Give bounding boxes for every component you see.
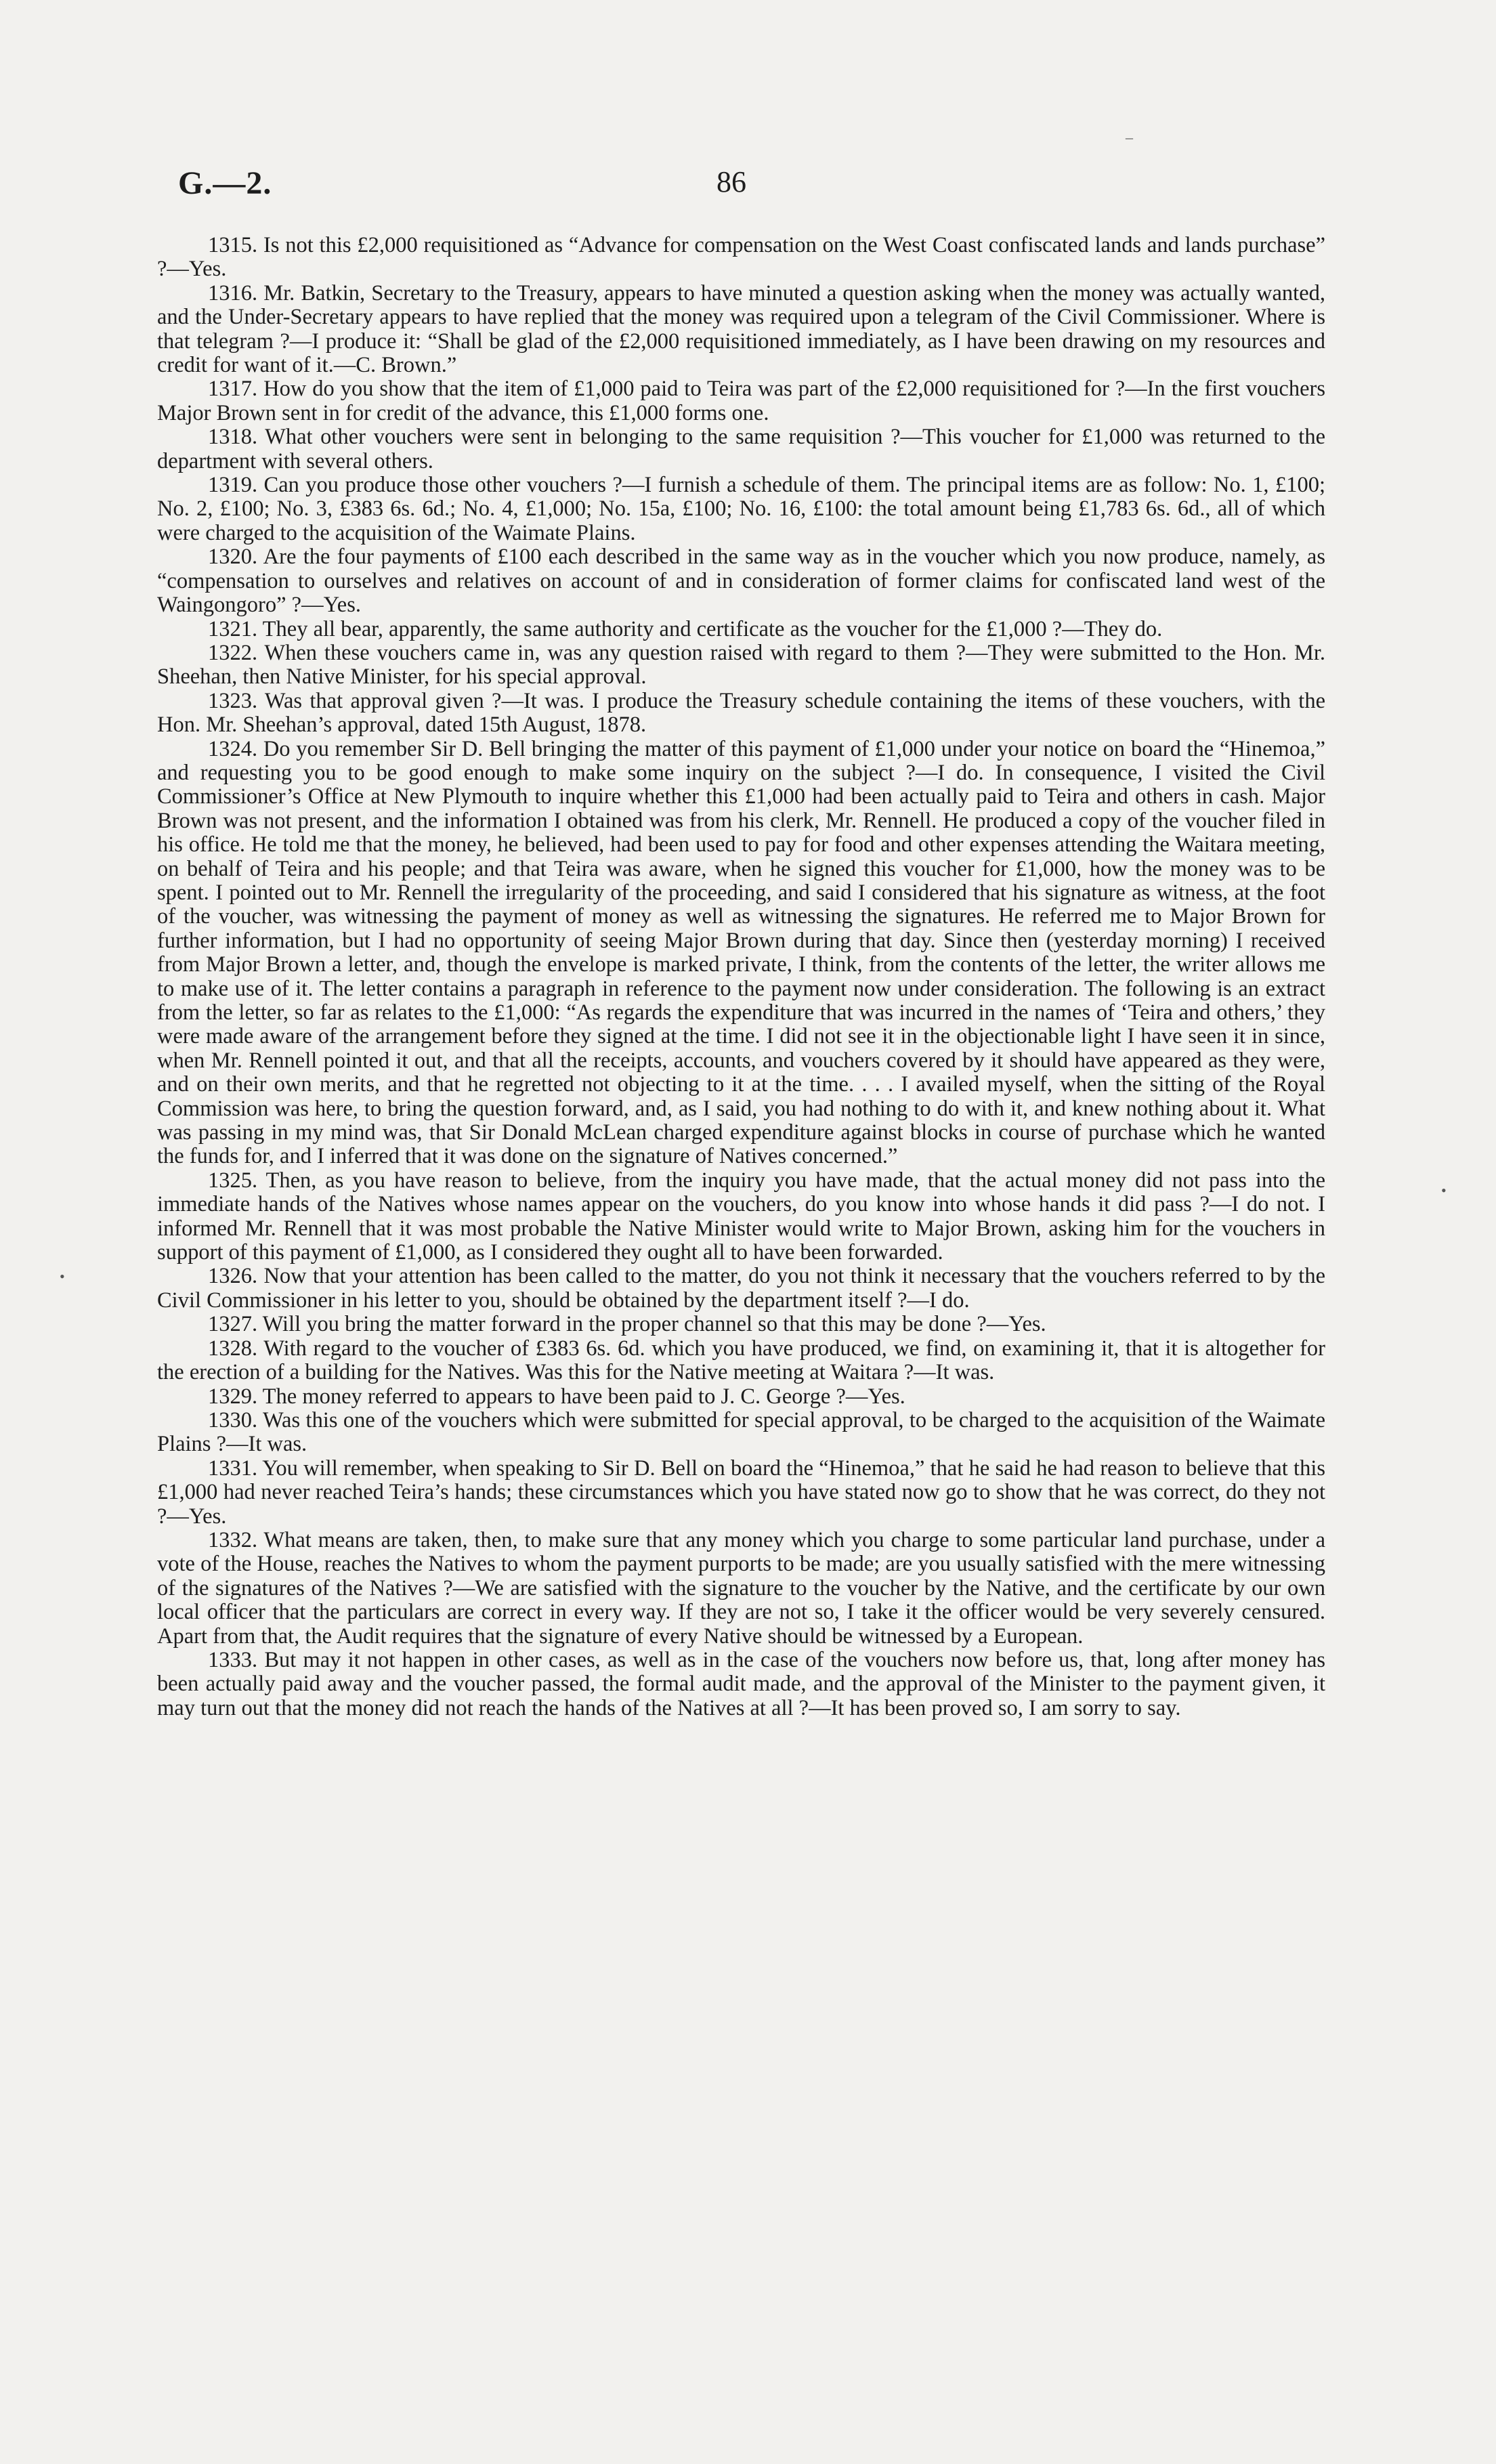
paragraph-number: 1322. <box>208 640 258 665</box>
paragraph-number: 1330. <box>208 1407 258 1432</box>
paragraph-1317 <box>157 377 1325 425</box>
page-number: 86 <box>717 165 746 198</box>
paragraph-text: Was this one of the vouchers which were submitted for special approval, to be charged to the acquisition of the Waimate Plains ?—It was. <box>157 1407 1325 1457</box>
paragraph-1331 <box>157 1457 1325 1529</box>
paragraph-1316 <box>157 282 1325 378</box>
paragraph-1323 <box>157 689 1325 738</box>
paragraph-number: 1320. <box>208 545 258 570</box>
scan-artifact-mark: • <box>1441 1182 1447 1199</box>
paragraph-text: Then, as you have reason to believe, from the inquiry you have made, that the actual money did not pass into the immediate hands of the Natives whose names appear on the vouchers, do you know into whose hands it did pass ?—I do not. I informed Mr. Rennell that it was most probable the Native Minister would write to Major Brown, asking him for the vouchers in support of this payment of £1,000, as I considered they ought all to have been forwarded. <box>157 1168 1325 1265</box>
paragraph-number: 1332. <box>208 1527 258 1552</box>
paragraph-number: 1326. <box>208 1264 258 1289</box>
paragraph-1322 <box>157 641 1325 689</box>
testimony-body <box>157 234 1325 1720</box>
paragraph-text: The money referred to appears to have been paid to J. C. George ?—Yes. <box>262 1384 905 1409</box>
paragraph-number: 1329. <box>208 1384 258 1409</box>
paragraph-1329 <box>157 1385 1325 1409</box>
paragraph-number: 1331. <box>208 1456 258 1481</box>
paragraph-number: 1318. <box>208 425 258 450</box>
paragraph-1325 <box>157 1169 1325 1265</box>
paragraph-text: When these vouchers came in, was any question raised with regard to them ?—They were submitted to the Hon. Mr. Sheehan, then Native Minister, for his special approval. <box>157 640 1325 689</box>
paragraph-1321 <box>157 618 1325 641</box>
paragraph-1315 <box>157 234 1325 282</box>
paragraph-text: With regard to the voucher of £383 6s. 6d. which you have produced, we find, on examining it, that it is altogether for the erection of a building for the Natives. Was this for the Native meeting at Waitara ?—It was. <box>157 1336 1325 1385</box>
paragraph-text: Was that approval given ?—It was. I produce the Treasury schedule containing the items of these vouchers, with the Hon. Mr. Sheehan’s approval, dated 15th August, 1878. <box>157 688 1325 738</box>
paragraph-text: Now that your attention has been called to the matter, do you not think it necessary that the vouchers referred to by the Civil Commissioner in his letter to you, should be obtained by the department itself ?—I do. <box>157 1264 1325 1313</box>
paragraph-1328 <box>157 1337 1325 1385</box>
paragraph-text: What means are taken, then, to make sure that any money which you charge to some particular land purchase, under a vote of the House, reaches the Natives to whom the payment purports to be made; are you usually satisfied with the mere witnessing of the signatures of the Natives ?—We are satisfied with the signature to the voucher by the Native, and the certificate by our own local officer that the particulars are correct in every way. If they are not so, I take it the officer would be very severely censured. Apart from that, the Audit requires that the signature of every Native should be witnessed by a European. <box>157 1527 1325 1649</box>
paragraph-1319 <box>157 473 1325 545</box>
paragraph-1330 <box>157 1409 1325 1457</box>
paragraph-text: Will you bring the matter forward in the proper channel so that this may be done ?—Yes. <box>262 1312 1046 1337</box>
paragraph-text: But may it not happen in other cases, as well as in the case of the vouchers now before us, that, long after money has been actually paid away and the voucher passed, the formal audit made, and the approval of the Minister to the payment given, it may turn out that the money did not reach the hands of the Natives at all ?—It has been proved so, I am sorry to say. <box>157 1647 1326 1720</box>
paragraph-number: 1333. <box>208 1647 258 1672</box>
paragraph-text: What other vouchers were sent in belonging to the same requisition ?—This voucher for £1,000 was returned to the department with several others. <box>157 425 1325 473</box>
paragraph-text: Do you remember Sir D. Bell bringing the matter of this payment of £1,000 under your notice on board the “Hinemoa,” and requesting you to be good enough to make some inquiry on the subject ?—I do. In consequence, I visited the Civil Commissioner’s Office at New Plymouth to inquire whether this £1,000 had been actually paid to Teira and others in cash. Major Brown was not present, and the information I obtained was from his clerk, Mr. Rennell. He produced a copy of the voucher filed in his office. He told me that the money, he believed, had been used to pay for food and other expenses attending the Waitara meeting, on behalf of Teira and his people; and that Teira was aware, when he signed this voucher for £1,000, how the money was to be spent. I pointed out to Mr. Rennell the irregularity of the proceeding, and said I considered that his signature as witness, at the foot of the voucher, was witnessing the payment of money as well as witnessing the signatures. He referred me to Major Brown for further information, but I had no opportunity of seeing Major Brown during that day. Since then (yesterday morning) I received from Major Brown a letter, and, though the envelope is marked private, I think, from the contents of the letter, the writer allows me to make use of it. The letter contains a paragraph in reference to the payment now under consideration. The following is an extract from the letter, so far as relates to the £1,000: “As regards the expenditure that was incurred in the names of ‘Teira and others,’ they were made aware of the arrangement before they signed at the time. I did not see it in the objectionable light I have seen it in since, when Mr. Rennell pointed it out, and that all the receipts, accounts, and vouchers covered by it should have appeared as they were, and on their own merits, and that he regretted not objecting to it at the time. . . . I availed myself, when the sitting of the Royal Commission was here, to bring the question forward, and, as I said, you had nothing to do with it, and knew nothing about it. What was passing in my mind was, that Sir Donald McLean charged expenditure against blocks in course of purchase which he wanted the funds for, and I inferred that it was done on the signature of Natives concerned.” <box>157 736 1326 1169</box>
paragraph-text: Mr. Batkin, Secretary to the Treasury, appears to have minuted a question asking when the money was actually wanted, and the Under-Secretary appears to have replied that the money was required upon a telegram of the Civil Commissioner. Where is that telegram ?—I produce it: “Shall be glad of the £2,000 requisitioned immediately, as I have been drawing on my resources and credit for want of it.—C. Brown.” <box>157 280 1326 378</box>
paragraph-1320 <box>157 545 1325 617</box>
paragraph-number: 1319. <box>208 473 258 498</box>
paragraph-1327 <box>157 1313 1325 1336</box>
paragraph-number: 1328. <box>208 1336 258 1361</box>
scan-artifact-mark: • <box>60 1268 65 1285</box>
paragraph-1324 <box>157 738 1325 1169</box>
paragraph-number: 1315. <box>208 233 258 257</box>
paragraph-number: 1321. <box>208 616 258 641</box>
paragraph-text: Is not this £2,000 requisitioned as “Advance for compensation on the West Coast confiscated lands and lands purchase” ?—Yes. <box>157 233 1325 282</box>
paragraph-1318 <box>157 425 1325 473</box>
paragraph-text: They all bear, apparently, the same authority and certificate as the voucher for the £1,000 ?—They do. <box>262 616 1163 641</box>
paragraph-number: 1327. <box>208 1312 258 1337</box>
paragraph-text: Are the four payments of £100 each described in the same way as in the voucher which you now produce, namely, as “compensation to ourselves and relatives on account of and in consideration of former claims for confiscated land west of the Waingongoro” ?—Yes. <box>157 545 1325 618</box>
paragraph-1332 <box>157 1529 1325 1649</box>
paragraph-1333 <box>157 1649 1325 1720</box>
paragraph-text: How do you show that the item of £1,000 paid to Teira was part of the £2,000 requisitioned for ?—In the first vouchers Major Brown sent in for credit of the advance, this £1,000 forms one. <box>157 377 1326 425</box>
paragraph-number: 1316. <box>208 280 258 305</box>
paragraph-number: 1323. <box>208 688 258 713</box>
page-header <box>178 165 1329 205</box>
paragraph-number: 1324. <box>208 736 258 761</box>
paragraph-text: Can you produce those other vouchers ?—I furnish a schedule of them. The principal items are as follow: No. 1, £100; No. 2, £100; No. 3, £383 6s. 6d.; No. 4, £1,000; No. 15a, £100; No. 16, £100: the total amount being £1,783 6s. 6d., all of which were charged to the acquisition of the Waimate Plains. <box>157 473 1325 545</box>
paragraph-number: 1325. <box>208 1168 258 1193</box>
scan-artifact-mark: – <box>1126 129 1133 146</box>
paragraph-text: You will remember, when speaking to Sir D. Bell on board the “Hinemoa,” that he said he had reason to believe that this £1,000 had never reached Teira’s hands; these circumstances which you have stated now go to show that he was correct, do they not ?—Yes. <box>157 1456 1325 1529</box>
paragraph-number: 1317. <box>208 377 258 402</box>
paragraph-1326 <box>157 1265 1325 1313</box>
series-label: G.—2. <box>178 165 272 201</box>
